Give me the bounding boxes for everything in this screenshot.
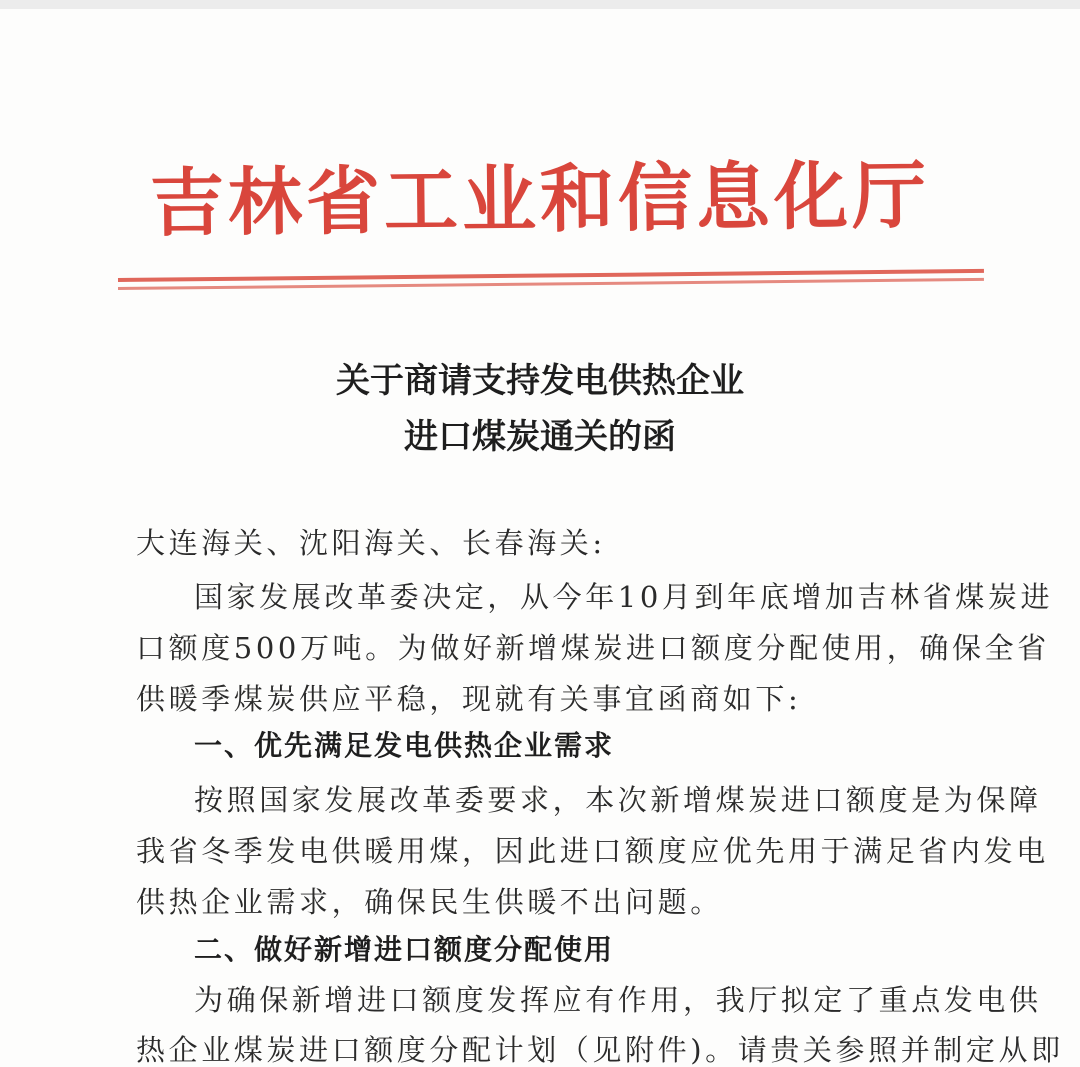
paragraph-1-line-3: 供暖季煤炭供应平稳，现就有关事宜函商如下: xyxy=(136,682,802,716)
salutation: 大连海关、沈阳海关、长春海关: xyxy=(136,526,606,560)
paragraph-2-line-1: 按照国家发展改革委要求，本次新增煤炭进口额度是为保障 xyxy=(194,783,1042,817)
letterhead-title: 吉林省工业和信息化厅 xyxy=(149,152,931,248)
section-1-heading: 一、优先满足发电供热企业需求 xyxy=(194,729,615,762)
paragraph-2-line-2: 我省冬季发电供暖用煤，因此进口额度应优先用于满足省内发电 xyxy=(136,834,1049,868)
paragraph-2-line-3: 供热企业需求，确保民生供暖不出问题。 xyxy=(136,885,723,919)
paragraph-3-line-2: 热企业煤炭进口额度分配计划（见附件)。请贵关参照并制定从即 xyxy=(136,1033,1064,1067)
paragraph-1-line-2: 口额度500万吨。为做好新增煤炭进口额度分配使用，确保全省 xyxy=(136,631,1050,665)
document-title-line-2: 进口煤炭通关的函 xyxy=(404,417,676,457)
paragraph-3-line-1: 为确保新增进口额度发挥应有作用，我厅拟定了重点发电供 xyxy=(194,983,1042,1017)
document-title-line-1: 关于商请支持发电供热企业 xyxy=(336,361,744,401)
section-2-heading: 二、做好新增进口额度分配使用 xyxy=(194,933,615,966)
top-border-strip xyxy=(0,0,1080,9)
paragraph-1-line-1: 国家发展改革委决定，从今年10月到年底增加吉林省煤炭进 xyxy=(194,580,1054,614)
